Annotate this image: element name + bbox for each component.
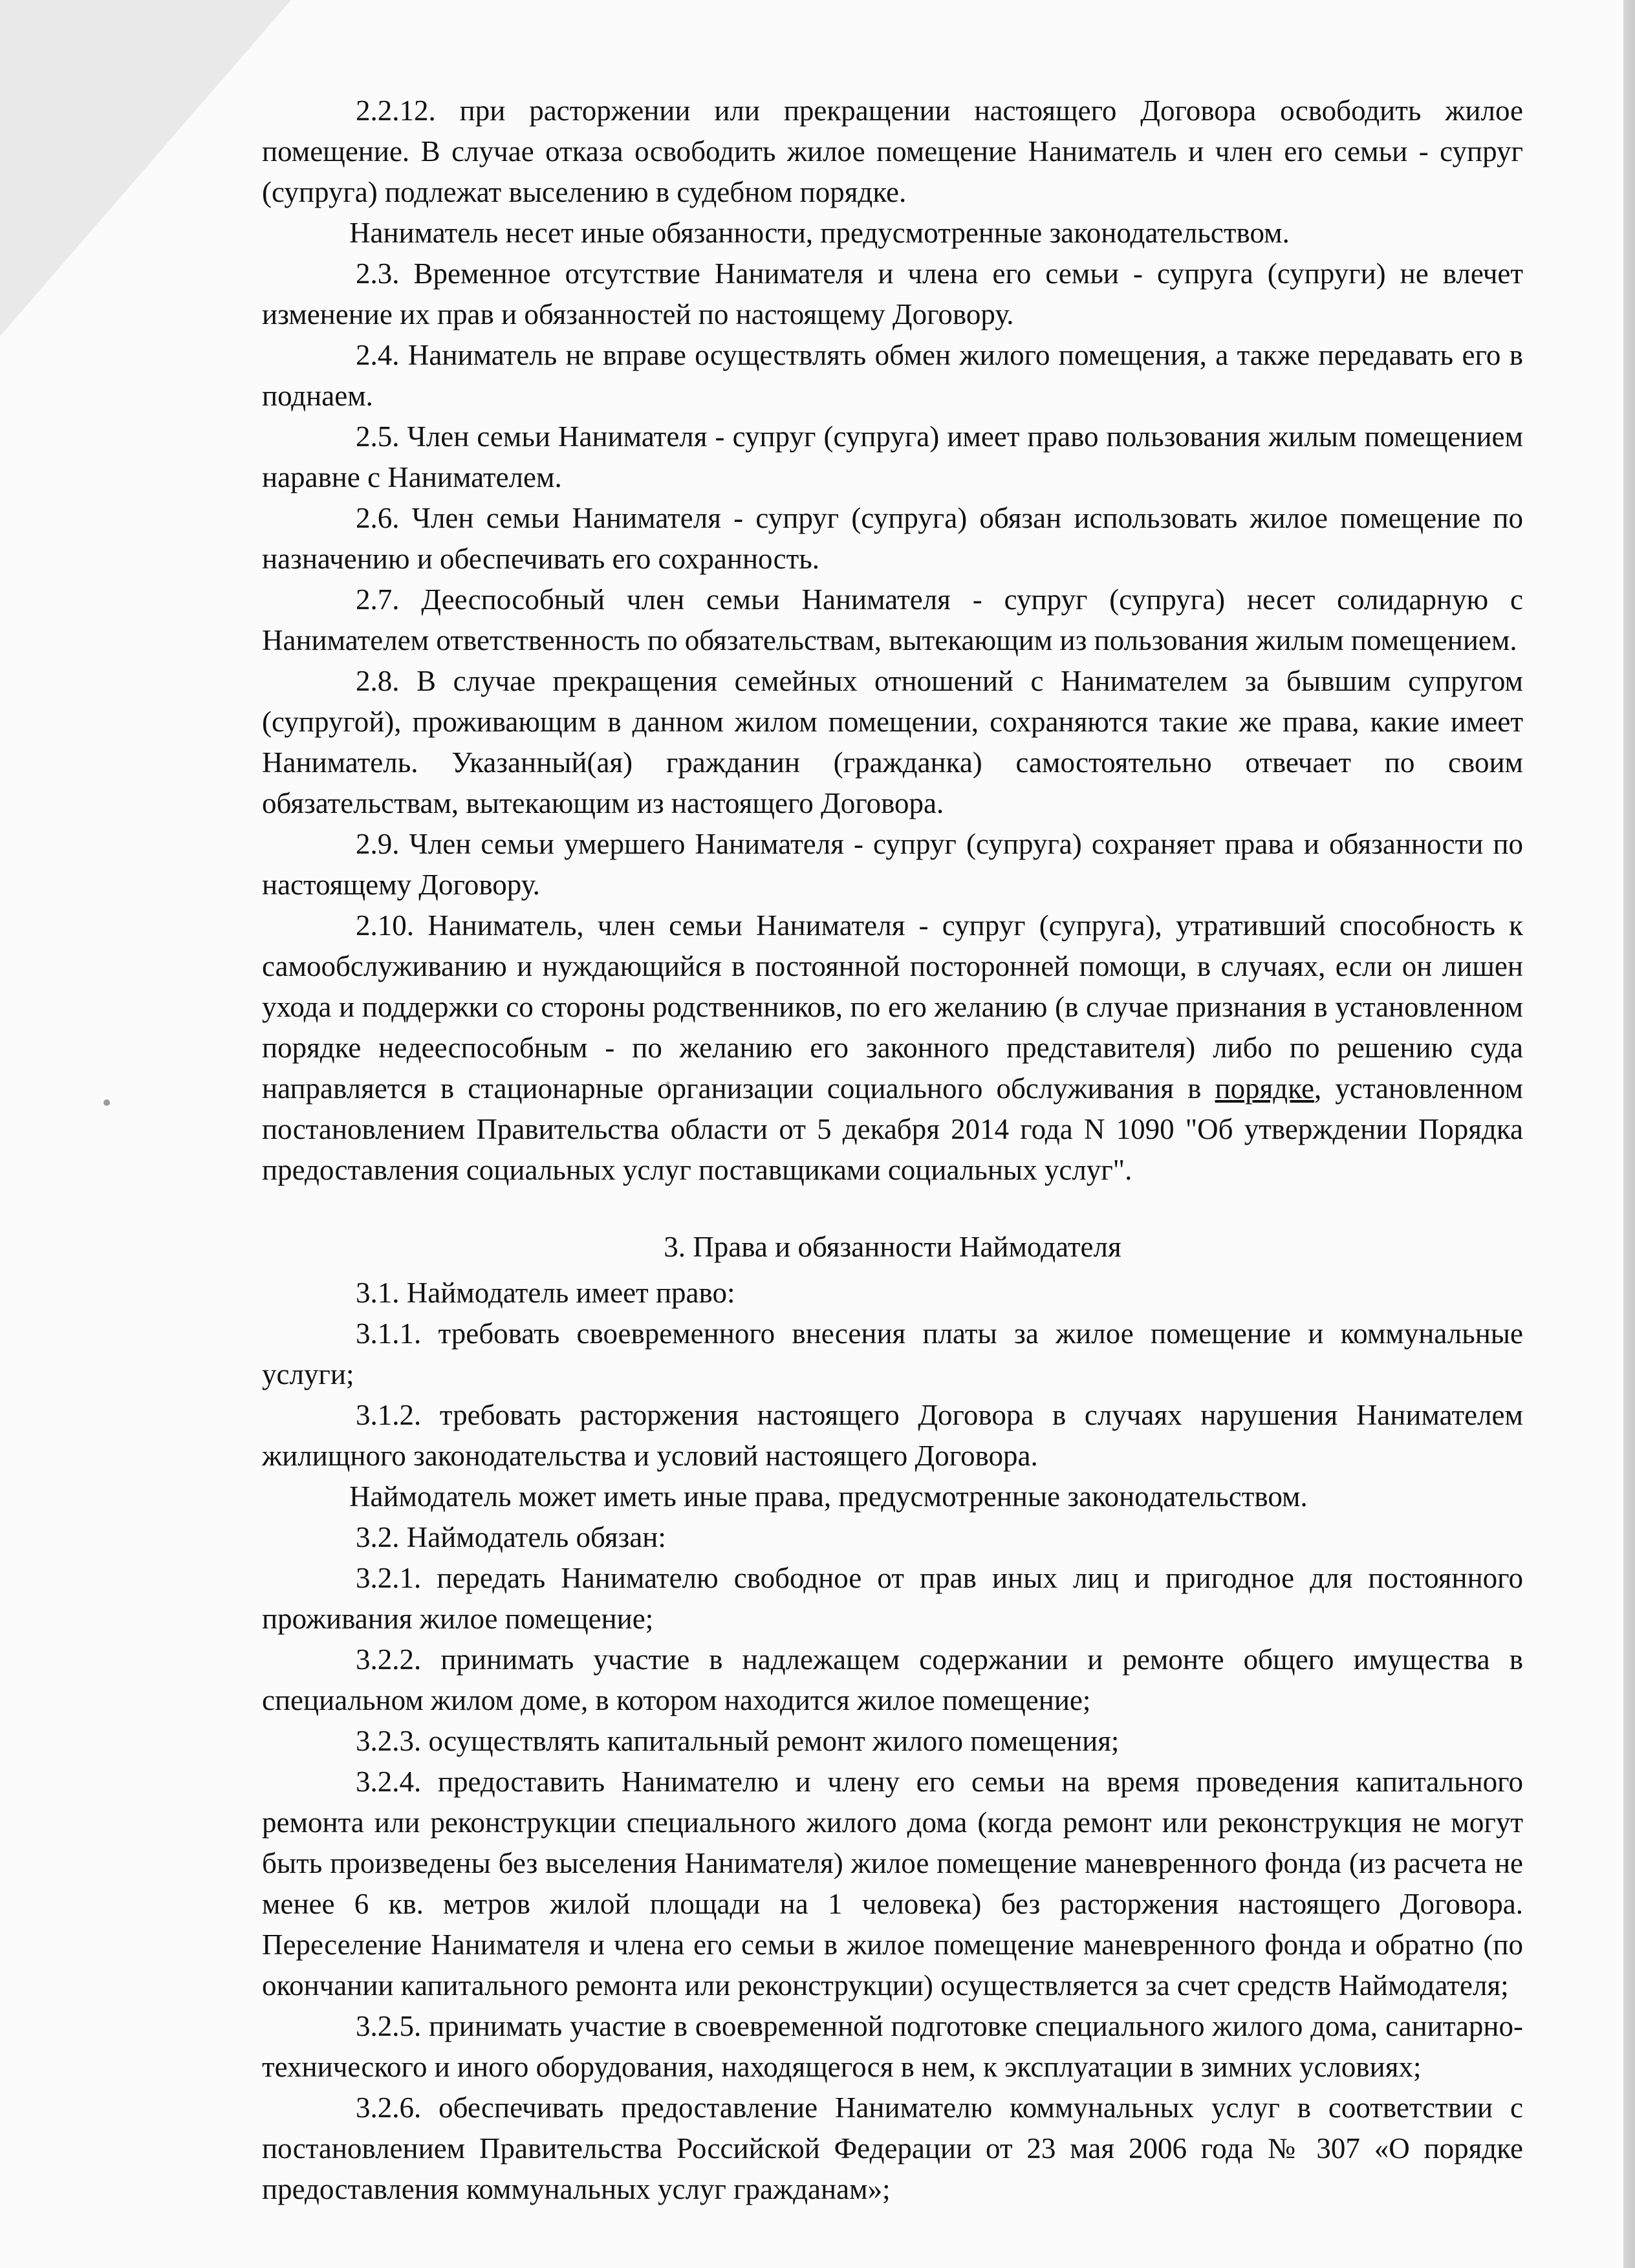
clause-2-3: 2.3. Временное отсутствие Нанимателя и члена его семьи - супруга (супруги) не влечет изменение их прав и обязанностей по настоящему Договору. xyxy=(262,257,1523,330)
clause-2-4: 2.4. Наниматель не вправе осуществлять обмен жилого помещения, а также передавать его в поднаем. xyxy=(262,339,1523,412)
clause-2-7: 2.7. Дееспособный член семьи Нанимателя - супруг (супруга) несет солидарную с Нанимателем ответственность по обязательствам, вытекающим из пользования жилым помещением. xyxy=(262,583,1523,656)
clause-2-8: 2.8. В случае прекращения семейных отношений с Нанимателем за бывшим супругом (супругой), проживающим в данном жилом помещении, сохраняются такие же права, какие имеет Наниматель. Указанный(ая) гражданин (гражданка) самостоятельно отвечает по своим обязательствам, вытекающим из настоящего Договора. xyxy=(262,665,1523,819)
clause-3-1-2: 3.1.2. требовать расторжения настоящего Договора в случаях нарушения Нанимателем жилищного законодательства и условий настоящего Договора. xyxy=(262,1399,1523,1472)
document-page xyxy=(262,91,1523,2210)
clause-3-2-1: 3.2.1. передать Нанимателю свободное от прав иных лиц и пригодное для постоянного проживания жилое помещение; xyxy=(262,1562,1523,1635)
clause-2-9: 2.9. Член семьи умершего Нанимателя - супруг (супруга) сохраняет права и обязанности по настоящему Договору. xyxy=(262,828,1523,901)
tenant-other-duties: Наниматель несет иные обязанности, предусмотренные законодательством. xyxy=(349,217,1290,249)
clause-3-2-2: 3.2.2. принимать участие в надлежащем содержании и ремонте общего имущества в специальном жилом доме, в котором находится жилое помещение; xyxy=(262,1643,1523,1716)
clause-2-10-text-b: , установленном постановлением Правительства области от 5 декабря 2014 года N 1090 "Об утверждении Порядка предоставления социальных услуг поставщиками социальных услуг". xyxy=(262,1072,1523,1186)
clause-3-2-3: 3.2.3. осуществлять капитальный ремонт жилого помещения; xyxy=(356,1725,1120,1757)
clause-2-5: 2.5. Член семьи Нанимателя - супруг (супруга) имеет право пользования жилым помещением наравне с Нанимателем. xyxy=(262,420,1523,493)
clause-3-2-4: 3.2.4. предоставить Нанимателю и члену его семьи на время проведения капитального ремонта или реконструкции специального жилого дома (когда ремонт или реконструкция не могут быть произведены без выселения Нанимателя) жилое помещение маневренного фонда (из расчета не менее 6 кв. метров жилой площади на 1 человека) без расторжения настоящего Договора. Переселение Нанимателя и члена его семьи в жилое помещение маневренного фонда и обратно (по окончании капитального ремонта или реконструкции) осуществляется за счет средств Наймодателя; xyxy=(262,1766,1523,2002)
landlord-other-rights: Наймодатель может иметь иные права, предусмотренные законодательством. xyxy=(349,1480,1308,1513)
clause-2-10-text-a: 2.10. Наниматель, член семьи Нанимателя - супруг (супруга), утративший способность к самообслуживанию и нуждающийся в постоянной посторонней помощи, в случаях, если он лишен ухода и поддержки со стороны родственников, по его желанию (в случае признания в установленном порядке недееспособным - по желанию его законного представителя) либо по решению суда направляется в стационарные организации социального обслуживания в xyxy=(262,909,1523,1105)
scan-edge-shadow xyxy=(1623,0,1635,2268)
clause-3-2-6: 3.2.6. обеспечивать предоставление Нанимателю коммунальных услуг в соответствии с постановлением Правительства Российской Федерации от 23 мая 2006 года № 307 «О порядке предоставления коммунальных услуг гражданам»; xyxy=(262,2091,1523,2205)
clause-3-1-1: 3.1.1. требовать своевременного внесения платы за жилое помещение и коммунальные услуги; xyxy=(262,1317,1523,1390)
clause-2-6: 2.6. Член семьи Нанимателя - супруг (супруга) обязан использовать жилое помещение по назначению и обеспечивать его сохранность. xyxy=(262,502,1523,575)
section-3-heading: 3. Права и обязанности Наймодателя xyxy=(664,1231,1121,1263)
clause-2-10 xyxy=(262,905,1523,1191)
clause-3-2-5: 3.2.5. принимать участие в своевременной подготовке специального жилого дома, санитарно-технического и иного оборудования, находящегося в нем, к эксплуатации в зимних условиях; xyxy=(262,2010,1523,2083)
clause-3-1: 3.1. Наймодатель имеет право: xyxy=(356,1277,735,1309)
scan-speck xyxy=(103,1099,110,1106)
clause-2-10-link[interactable]: порядке xyxy=(1215,1072,1314,1105)
clause-2-2-12: 2.2.12. при расторжении или прекращении настоящего Договора освободить жилое помещение. В случае отказа освободить жилое помещение Наниматель и член его семьи - супруг (супруга) подлежат выселению в судебном порядке. xyxy=(262,94,1523,208)
clause-3-2: 3.2. Наймодатель обязан: xyxy=(356,1521,666,1553)
